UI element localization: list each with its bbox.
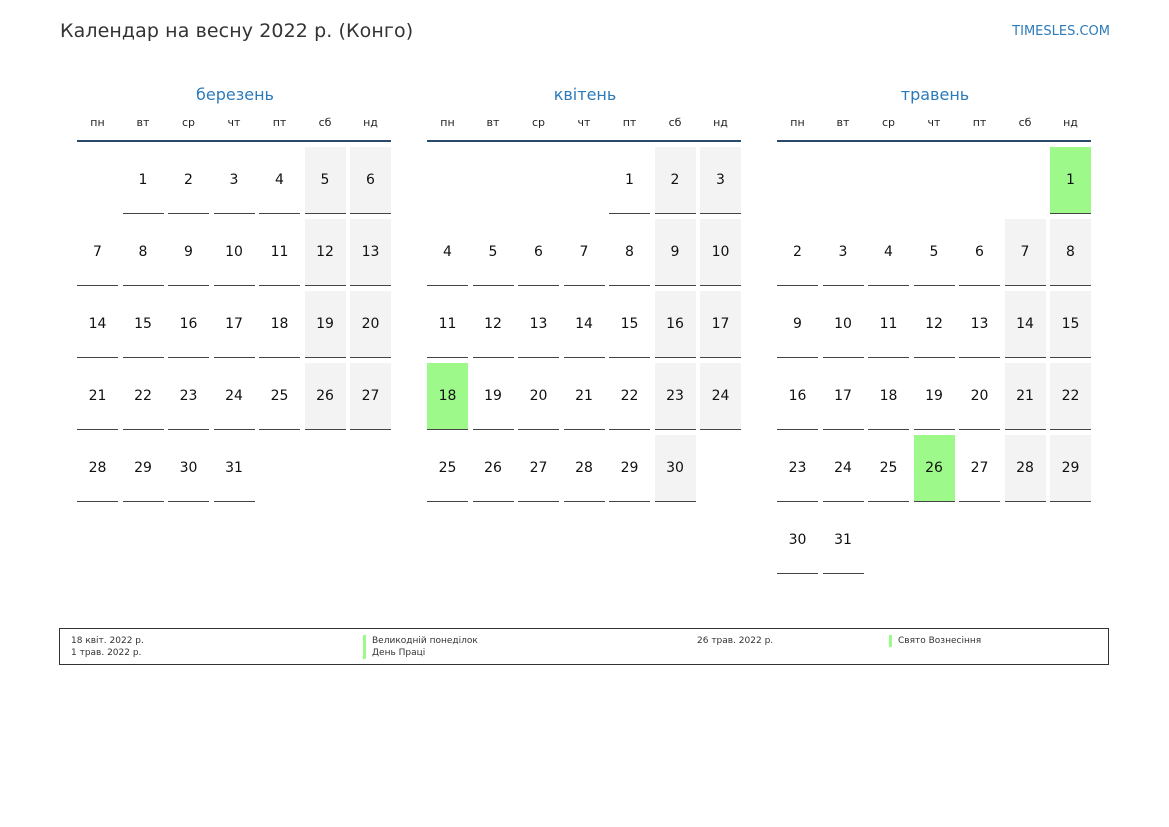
day-cell[interactable]: 13	[959, 291, 1000, 358]
weekday-header	[777, 116, 1093, 136]
empty-cell	[959, 147, 1000, 214]
day-cell[interactable]: 27	[959, 435, 1000, 502]
day-cell[interactable]: 9	[168, 219, 209, 286]
day-cell[interactable]: 15	[123, 291, 164, 358]
day-cell[interactable]: 19	[305, 291, 346, 358]
day-cell[interactable]: 29	[123, 435, 164, 502]
day-cell[interactable]: 16	[655, 291, 696, 358]
day-cell[interactable]: 2	[168, 147, 209, 214]
empty-cell	[914, 147, 955, 214]
holiday-day-cell[interactable]: 1	[1050, 147, 1091, 214]
weekday-label: нд	[1063, 116, 1078, 129]
day-cell[interactable]: 23	[655, 363, 696, 430]
day-cell[interactable]: 12	[473, 291, 514, 358]
day-cell[interactable]: 17	[823, 363, 864, 430]
day-cell[interactable]: 25	[427, 435, 468, 502]
day-cell[interactable]: 5	[914, 219, 955, 286]
empty-cell	[777, 147, 818, 214]
empty-cell	[564, 147, 605, 214]
weekday-label: нд	[363, 116, 378, 129]
weekday-label: пн	[440, 116, 455, 129]
day-cell[interactable]: 30	[168, 435, 209, 502]
weekday-header	[427, 116, 743, 136]
empty-cell	[823, 147, 864, 214]
day-cell[interactable]: 13	[350, 219, 391, 286]
weekday-label: нд	[713, 116, 728, 129]
day-cell[interactable]: 28	[77, 435, 118, 502]
day-cell[interactable]: 7	[564, 219, 605, 286]
day-cell[interactable]: 20	[350, 291, 391, 358]
day-cell[interactable]: 28	[1005, 435, 1046, 502]
day-cell[interactable]: 3	[214, 147, 255, 214]
day-cell[interactable]: 30	[777, 507, 818, 574]
legend-dates-right	[697, 635, 773, 647]
day-cell[interactable]: 11	[259, 219, 300, 286]
legend-holiday-name: Свято Вознесіння	[889, 635, 981, 647]
day-cell[interactable]: 24	[823, 435, 864, 502]
day-cell[interactable]: 29	[1050, 435, 1091, 502]
day-cell[interactable]: 1	[123, 147, 164, 214]
day-cell[interactable]: 23	[777, 435, 818, 502]
day-cell[interactable]: 1	[609, 147, 650, 214]
day-cell[interactable]: 8	[1050, 219, 1091, 286]
empty-cell	[427, 147, 468, 214]
day-cell[interactable]: 3	[823, 219, 864, 286]
day-cell[interactable]: 15	[609, 291, 650, 358]
day-cell[interactable]: 10	[214, 219, 255, 286]
day-cell[interactable]: 31	[214, 435, 255, 502]
weekday-label: пт	[272, 116, 287, 129]
page-title: Календар на весну 2022 р. (Конго)	[60, 20, 414, 42]
day-cell[interactable]: 11	[427, 291, 468, 358]
day-grid	[427, 147, 743, 502]
day-cell[interactable]: 28	[564, 435, 605, 502]
day-cell[interactable]: 11	[868, 291, 909, 358]
empty-cell	[77, 147, 118, 214]
day-cell[interactable]: 19	[473, 363, 514, 430]
day-cell[interactable]: 27	[350, 363, 391, 430]
day-cell[interactable]: 20	[518, 363, 559, 430]
day-cell[interactable]: 5	[305, 147, 346, 214]
header-divider	[427, 140, 741, 142]
month-title: квітень	[553, 85, 617, 104]
weekday-label: сб	[1018, 116, 1032, 129]
day-cell[interactable]: 8	[609, 219, 650, 286]
weekday-label: пт	[972, 116, 987, 129]
day-cell[interactable]: 22	[1050, 363, 1091, 430]
legend-names-right	[889, 635, 981, 647]
day-grid	[77, 147, 393, 502]
weekday-label: сб	[668, 116, 682, 129]
weekday-label: пн	[790, 116, 805, 129]
day-cell[interactable]: 17	[700, 291, 741, 358]
day-cell[interactable]: 2	[777, 219, 818, 286]
day-cell[interactable]: 21	[77, 363, 118, 430]
weekday-label: сб	[318, 116, 332, 129]
day-cell[interactable]: 14	[77, 291, 118, 358]
day-cell[interactable]: 9	[655, 219, 696, 286]
day-cell[interactable]: 15	[1050, 291, 1091, 358]
legend-date: 18 квіт. 2022 р.	[71, 636, 144, 646]
day-cell[interactable]: 18	[259, 291, 300, 358]
legend-names-left	[363, 635, 478, 659]
weekday-header	[77, 116, 393, 136]
header-divider	[77, 140, 391, 142]
day-cell[interactable]: 22	[609, 363, 650, 430]
empty-cell	[1005, 147, 1046, 214]
day-cell[interactable]: 4	[427, 219, 468, 286]
day-cell[interactable]: 22	[123, 363, 164, 430]
day-grid	[777, 147, 1093, 574]
day-cell[interactable]: 16	[777, 363, 818, 430]
month-march	[77, 84, 393, 502]
holiday-day-cell[interactable]: 26	[914, 435, 955, 502]
day-cell[interactable]: 3	[700, 147, 741, 214]
header-divider	[777, 140, 1091, 142]
day-cell[interactable]: 26	[473, 435, 514, 502]
day-cell[interactable]: 4	[868, 219, 909, 286]
weekday-label: пн	[90, 116, 105, 129]
day-cell[interactable]: 16	[168, 291, 209, 358]
day-cell[interactable]: 13	[518, 291, 559, 358]
day-cell[interactable]: 25	[259, 363, 300, 430]
weekday-label: вт	[836, 116, 850, 129]
weekday-label: чт	[577, 116, 591, 129]
day-cell[interactable]: 18	[868, 363, 909, 430]
weekday-label: чт	[227, 116, 241, 129]
day-cell[interactable]: 7	[77, 219, 118, 286]
day-cell[interactable]: 30	[655, 435, 696, 502]
day-cell[interactable]: 19	[914, 363, 955, 430]
day-cell[interactable]: 25	[868, 435, 909, 502]
empty-cell	[518, 147, 559, 214]
legend-dates-left	[71, 635, 144, 659]
day-cell[interactable]: 14	[1005, 291, 1046, 358]
day-cell[interactable]: 24	[214, 363, 255, 430]
day-cell[interactable]: 27	[518, 435, 559, 502]
weekday-label: пт	[622, 116, 637, 129]
day-cell[interactable]: 9	[777, 291, 818, 358]
day-cell[interactable]: 2	[655, 147, 696, 214]
day-cell[interactable]: 8	[123, 219, 164, 286]
day-cell[interactable]: 6	[350, 147, 391, 214]
month-title: травень	[900, 85, 970, 104]
legend-date: 26 трав. 2022 р.	[697, 636, 774, 646]
site-link[interactable]: TIMESLES.COM	[1012, 24, 1110, 39]
day-cell[interactable]: 21	[564, 363, 605, 430]
day-cell[interactable]: 23	[168, 363, 209, 430]
weekday-label: ср	[881, 116, 896, 129]
day-cell[interactable]: 6	[959, 219, 1000, 286]
legend-holiday-name: День Праці	[363, 647, 478, 659]
day-cell[interactable]: 29	[609, 435, 650, 502]
day-cell[interactable]: 14	[564, 291, 605, 358]
day-cell[interactable]: 21	[1005, 363, 1046, 430]
day-cell[interactable]: 6	[518, 219, 559, 286]
month-april	[427, 84, 743, 502]
legend-holiday-name: Великодній понеділок	[363, 635, 478, 647]
day-cell[interactable]: 17	[214, 291, 255, 358]
weekday-label: ср	[181, 116, 196, 129]
holiday-day-cell[interactable]: 18	[427, 363, 468, 430]
weekday-label: чт	[927, 116, 941, 129]
day-cell[interactable]: 7	[1005, 219, 1046, 286]
day-cell[interactable]: 4	[259, 147, 300, 214]
day-cell[interactable]: 31	[823, 507, 864, 574]
weekday-label: вт	[136, 116, 150, 129]
legend-date: 1 трав. 2022 р.	[71, 648, 142, 658]
month-title: березень	[196, 85, 274, 104]
weekday-label: ср	[531, 116, 546, 129]
empty-cell	[868, 147, 909, 214]
day-cell[interactable]: 5	[473, 219, 514, 286]
empty-cell	[473, 147, 514, 214]
day-cell[interactable]: 12	[914, 291, 955, 358]
day-cell[interactable]: 20	[959, 363, 1000, 430]
day-cell[interactable]: 10	[700, 219, 741, 286]
month-may	[777, 84, 1093, 574]
day-cell[interactable]: 10	[823, 291, 864, 358]
weekday-label: вт	[486, 116, 500, 129]
day-cell[interactable]: 24	[700, 363, 741, 430]
day-cell[interactable]: 26	[305, 363, 346, 430]
day-cell[interactable]: 12	[305, 219, 346, 286]
holiday-legend	[59, 628, 1109, 665]
